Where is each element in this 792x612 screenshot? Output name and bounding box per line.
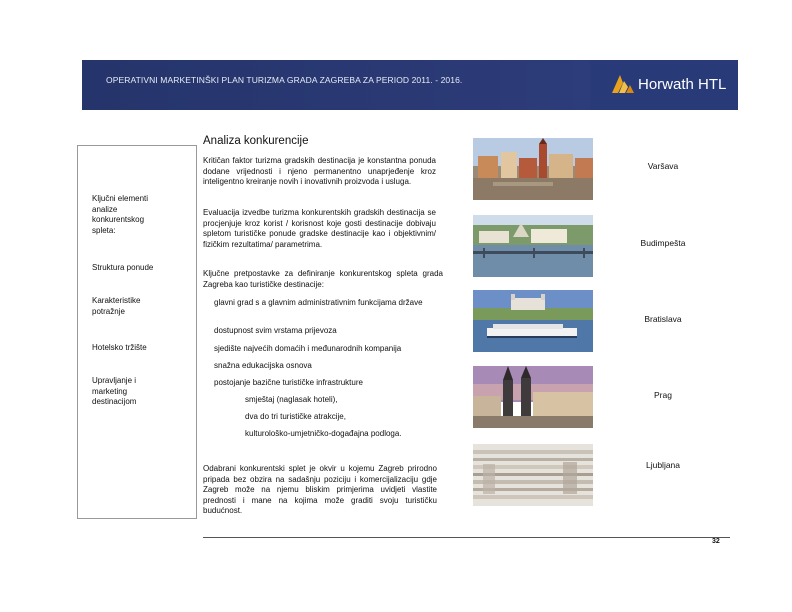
key-elements-panel xyxy=(77,145,197,519)
footer-divider xyxy=(203,537,730,538)
panel-heading: Ključni elementi analize konkurentskog spleta: xyxy=(92,194,149,235)
city-label-bratislava: Bratislava xyxy=(644,314,682,324)
horwath-logo xyxy=(590,60,738,110)
document-title: OPERATIVNI MARKETINŠKI PLAN TURIZMA GRADA ZAGREBA ZA PERIOD 2011. - 2016. xyxy=(106,75,463,85)
header-band xyxy=(82,60,738,110)
bullet-attractions: dva do tri turističke atrakcije, xyxy=(245,412,346,421)
bullet-capital-city: glavni grad s a glavnim administrativnim funkcijama države xyxy=(214,298,423,307)
page-number: 32 xyxy=(712,538,720,545)
panel-item-hotel-market: Hotelsko tržište xyxy=(92,343,147,352)
bullet-culture: kulturološko-umjetničko-događajna podloga. xyxy=(245,429,402,438)
panel-item-demand: Karakteristike potražnje xyxy=(92,296,141,316)
city-label-warsaw: Varšava xyxy=(647,161,679,171)
bullet-accommodation: smještaj (naglasak hoteli), xyxy=(245,395,338,404)
paragraph-critical-factor: Kritičan faktor turizma gradskih destinacija je konstantna ponuda dodane vrijednosti i njeno permanentno unaprjeđenje kroz inteligentno kreiranje novih i inovativnih proizvoda i usluga. xyxy=(203,156,436,187)
bullet-headquarters: sjedište najvećih domaćih i međunarodnih kompanija xyxy=(214,344,402,353)
prague-photo xyxy=(473,366,593,428)
bullet-accessibility: dostupnost svim vrstama prijevoza xyxy=(214,326,337,335)
logo-text: Horwath HTL xyxy=(638,76,727,93)
paragraph-evaluation: Evaluacija izvedbe turizma konkurentskih gradskih destinacija se procjenjuje kroz korist / korisnost koje gosti destinacije dobivaju spletom turističke ponude gradske destinacije kao i objektivnim/ fizičkim rezultatima/ parametrima. xyxy=(203,208,436,249)
ljubljana-photo xyxy=(473,444,593,506)
paragraph-competitive-mix: Odabrani konkurentski splet je okvir u kojemu Zagreb prirodno pripada bez obzira na sadašnju poziciju i komercijalizaciju gdje Zagreb može na njemu bliskim primjerima uvidjeti vlastite prednosti i mane na kojima može graditi svoju turističku budućnost. xyxy=(203,464,437,516)
city-label-ljubljana: Ljubljana xyxy=(645,460,681,470)
bullet-education: snažna edukacijska osnova xyxy=(214,361,312,370)
budapest-photo xyxy=(473,215,593,277)
bullet-infrastructure: postojanje bazične turističke infrastrukture xyxy=(214,378,363,387)
paragraph-assumptions: Ključne pretpostavke za definiranje konkurentskog spleta grada Zagreba kao turističke destinacije: xyxy=(203,269,443,289)
section-title: Analiza konkurencije xyxy=(203,135,309,147)
horwath-logo-mark-icon xyxy=(610,73,636,95)
bratislava-photo xyxy=(473,290,593,352)
city-label-budapest: Budimpešta xyxy=(640,238,686,248)
warsaw-photo xyxy=(473,138,593,200)
panel-item-supply: Struktura ponude xyxy=(92,263,154,272)
city-label-prague: Prag xyxy=(654,390,672,400)
panel-item-destination-management: Upravljanje i marketing destinacijom xyxy=(92,376,137,406)
